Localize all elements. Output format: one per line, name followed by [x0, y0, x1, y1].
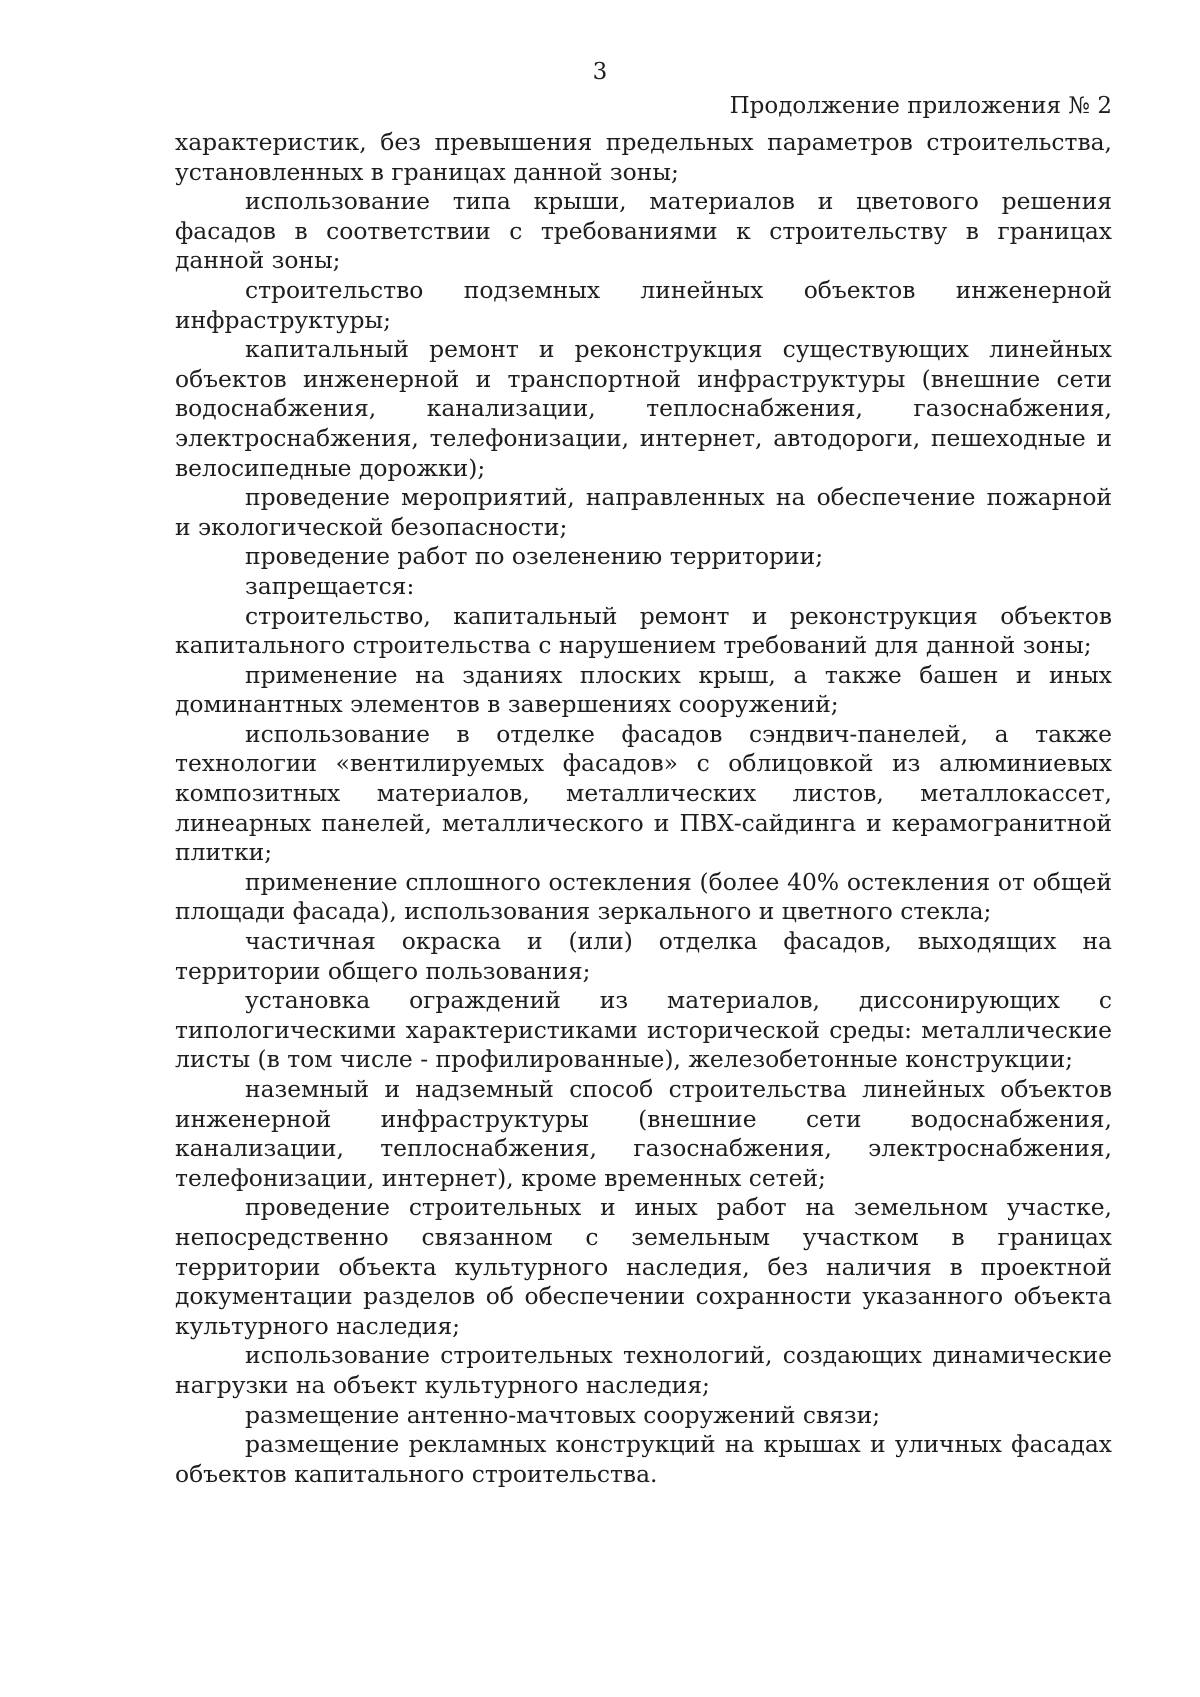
paragraph-flat-roofs: применение на зданиях плоских крыш, а также башен и иных доминантных элементов в завершениях сооружений; — [175, 660, 1112, 719]
paragraph-antenna-masts: размещение антенно-мачтовых сооружений связи; — [245, 1400, 881, 1429]
appendix-continuation-note: Продолжение приложения № 2 — [729, 93, 1112, 119]
paragraph-landscaping: проведение работ по озеленению территории; — [245, 542, 824, 571]
paragraph-fences: установка ограждений из материалов, диссонирующих с типологическими характеристиками исторической среды: металлические листы (в том числе - профилированные), железобетонные конструкции; — [175, 986, 1112, 1074]
page-number: 3 — [592, 59, 608, 85]
paragraph-above-ground-networks: наземный и надземный способ строительства линейных объектов инженерной инфраструктуры (внешние сети водоснабжения, канализации, теплоснабжения, газоснабжения, электроснабжения, телефонизации, интернет), кроме временных сетей; — [175, 1075, 1112, 1192]
paragraph-dynamic-loads: использование строительных технологий, создающих динамические нагрузки на объект культурного наследия; — [175, 1341, 1112, 1399]
paragraph-glazing: применение сплошного остекления (более 40% остекления от общей площади фасада), использования зеркального и цветного стекла; — [175, 867, 1112, 926]
paragraph-prohibited-heading: запрещается: — [245, 571, 415, 600]
paragraph-works-near-heritage: проведение строительных и иных работ на земельном участке, непосредственно связанном с земельным участком в границах территории объекта культурного наследия, без наличия в проектной документации разделов об обеспечении сохранности указанного объекта культурного наследия; — [175, 1193, 1112, 1340]
paragraph-continuation: характеристик, без превышения предельных параметров строительства, установленных в границах данной зоны; — [175, 128, 1112, 186]
paragraph-fire-safety: проведение мероприятий, направленных на обеспечение пожарной и экологической безопасности; — [175, 483, 1112, 541]
paragraph-roof-type: использование типа крыши, материалов и цветового решения фасадов в соответствии с требованиями к строительству в границах данной зоны; — [175, 187, 1112, 275]
document-body — [175, 128, 1112, 1489]
paragraph-sandwich-panels: использование в отделке фасадов сэндвич-панелей, а также технологии «вентилируемых фасадов» с облицовкой из алюминиевых композитных материалов, металлических листов, металлокассет, линеарных панелей, металлического и ПВХ-сайдинга и керамогранитной плитки; — [175, 719, 1112, 867]
paragraph-advertising: размещение рекламных конструкций на крышах и уличных фасадах объектов капитального строительства. — [175, 1430, 1112, 1488]
paragraph-construction-violation: строительство, капитальный ремонт и реконструкция объектов капитального строительства с нарушением требований для данной зоны; — [175, 601, 1112, 660]
paragraph-partial-painting: частичная окраска и (или) отделка фасадов, выходящих на территории общего пользования; — [175, 927, 1112, 985]
paragraph-linear-objects-repair: капитальный ремонт и реконструкция существующих линейных объектов инженерной и транспортной инфраструктуры (внешние сети водоснабжения, канализации, теплоснабжения, газоснабжения, электроснабжения, телефонизации, интернет, автодороги, пешеходные и велосипедные дорожки); — [175, 335, 1112, 482]
paragraph-underground-objects: строительство подземных линейных объектов инженерной инфраструктуры; — [175, 275, 1112, 334]
